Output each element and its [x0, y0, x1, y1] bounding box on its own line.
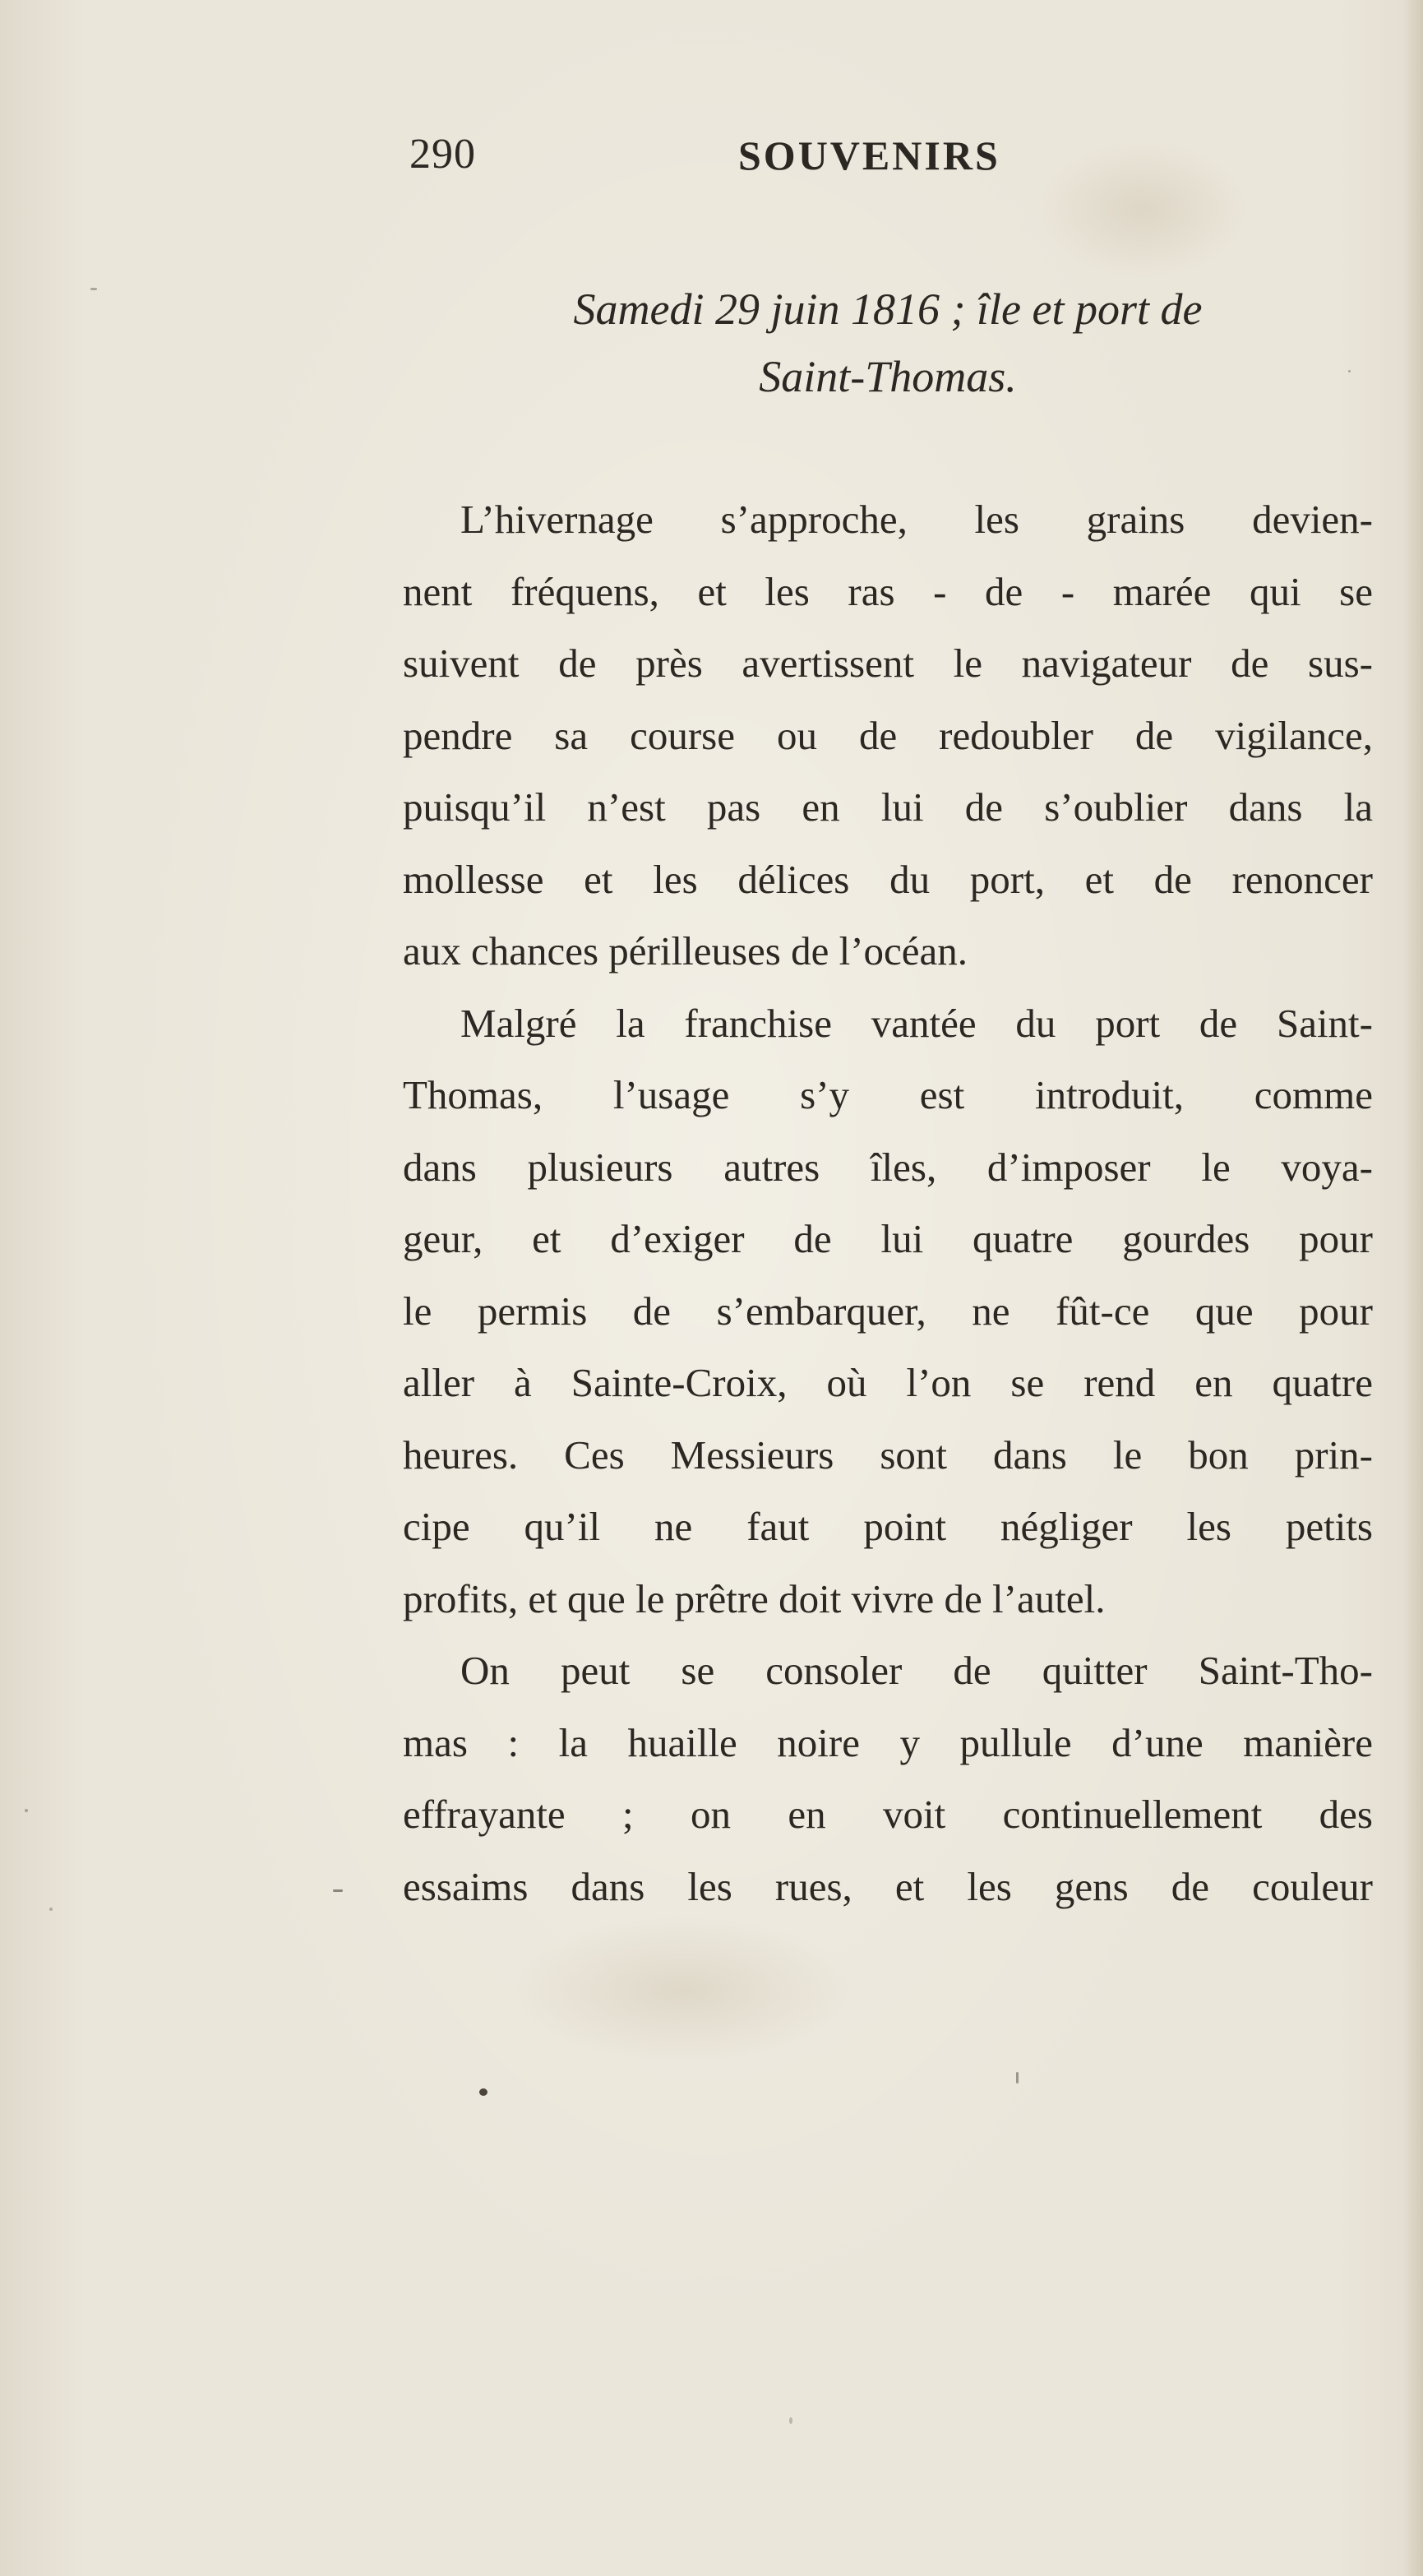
- text-line: nent fréquens, et les ras - de - marée qui se: [403, 568, 1373, 614]
- heading-line: Saint-Thomas.: [759, 352, 1017, 401]
- text-line: profits, et que le prêtre doit vivre de l’autel.: [403, 1575, 1106, 1621]
- text-line: On peut se consoler de quitter Saint-Tho-: [460, 1648, 1373, 1693]
- body-text: [403, 483, 1373, 1922]
- paper-stain: [510, 1916, 855, 2064]
- ink-speck: [479, 2088, 487, 2096]
- text-line: cipe qu’il ne faut point négliger les petits: [403, 1504, 1373, 1549]
- ink-speck: [333, 1889, 343, 1892]
- text-line: aux chances périlleuses de l’océan.: [403, 928, 968, 974]
- text-line: essaims dans les rues, et les gens de couleur: [403, 1863, 1373, 1909]
- ink-speck: [49, 1908, 53, 1911]
- entry-heading: [403, 275, 1373, 410]
- text-line: mas : la huaille noire y pullule d’une manière: [403, 1719, 1373, 1765]
- text-line: aller à Sainte-Croix, où l’on se rend en quatre: [403, 1360, 1373, 1405]
- ink-speck: [789, 2417, 792, 2424]
- text-line: le permis de s’embarquer, ne fût-ce que pour: [403, 1288, 1373, 1334]
- ink-speck: [25, 1809, 28, 1812]
- page-number: 290: [409, 131, 476, 178]
- running-title: SOUVENIRS: [738, 132, 1000, 178]
- text-line: dans plusieurs autres îles, d’imposer le voya-: [403, 1144, 1373, 1190]
- text-line: geur, et d’exiger de lui quatre gourdes pour: [403, 1216, 1373, 1261]
- heading-line: Samedi 29 juin 1816 ; île et port de: [573, 284, 1203, 334]
- text-line: puisqu’il n’est pas en lui de s’oublier dans la: [403, 784, 1373, 830]
- page-edge: [1403, 0, 1423, 2576]
- ink-speck: [90, 288, 97, 290]
- text-line: mollesse et les délices du port, et de renoncer: [403, 856, 1373, 902]
- text-line: effrayante ; on en voit continuellement des: [403, 1792, 1373, 1837]
- ink-speck: [1348, 370, 1351, 372]
- text-line: heures. Ces Messieurs sont dans le bon prin-: [403, 1431, 1373, 1478]
- text-line: L’hivernage s’approche, les grains devien-: [460, 497, 1373, 542]
- text-line: pendre sa course ou de redoubler de vigilance,: [403, 712, 1373, 758]
- text-line: Malgré la franchise vantée du port de Saint-: [460, 1000, 1373, 1046]
- text-line: Thomas, l’usage s’y est introduit, comme: [403, 1072, 1373, 1117]
- ink-speck: [1016, 2072, 1019, 2083]
- text-line: suivent de près avertissent le navigateur de sus-: [403, 641, 1373, 686]
- running-head: [0, 130, 1423, 187]
